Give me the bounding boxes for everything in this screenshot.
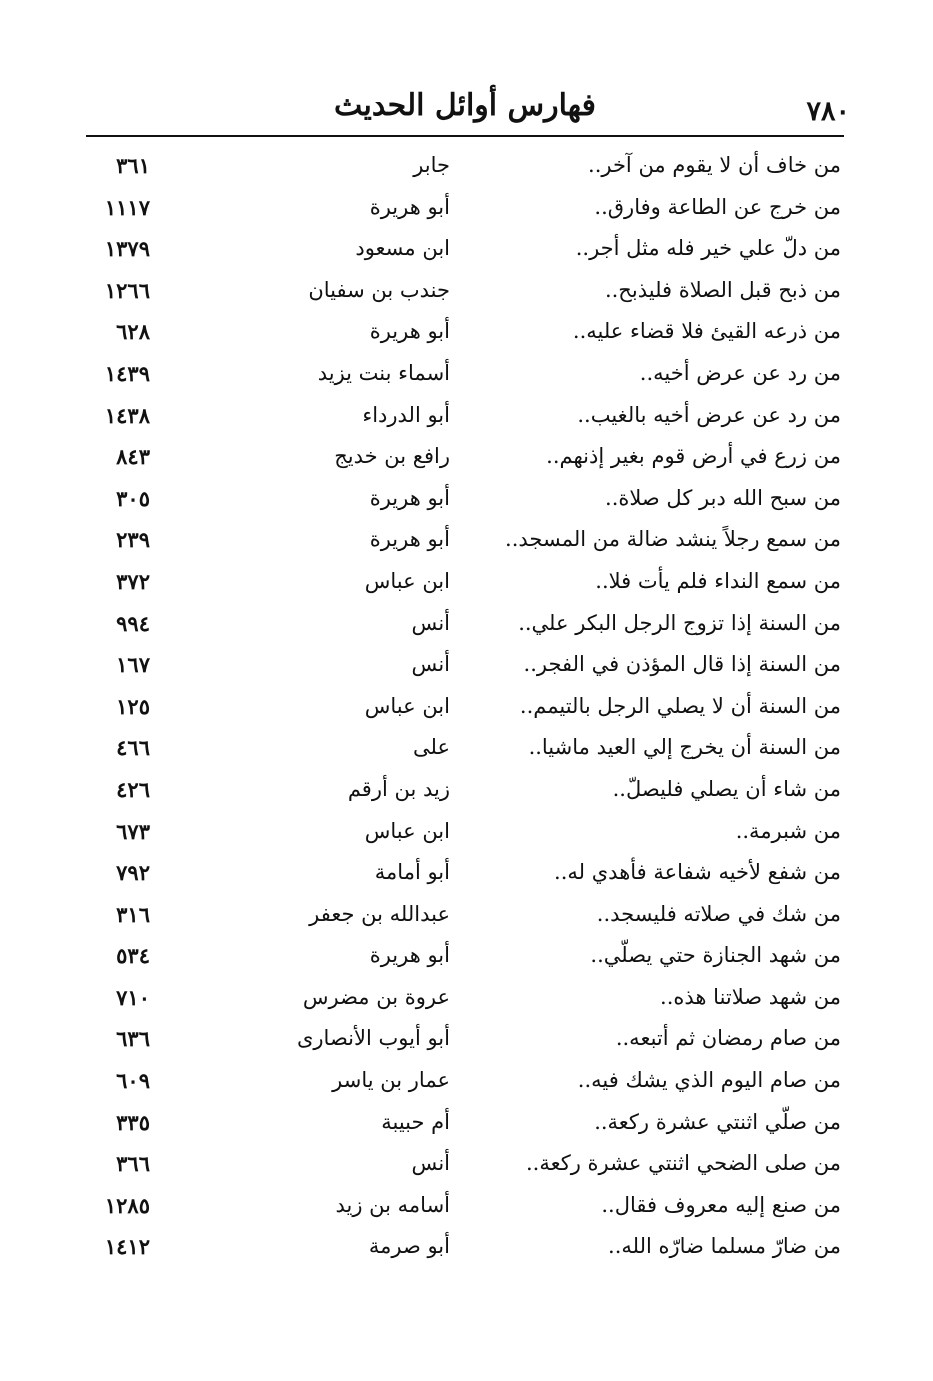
index-row — [0, 145, 933, 187]
hadith-opening: من شك في صلاته فليسجد.. — [596, 901, 841, 926]
narrator: أبو هريرة — [369, 527, 450, 552]
hadith-number: ٣٦٦ — [116, 1151, 150, 1177]
index-list — [0, 145, 933, 1268]
narrator: ابن عباس — [364, 568, 450, 593]
narrator: ابن عباس — [364, 693, 450, 718]
index-row — [0, 603, 933, 645]
hadith-number: ٣٧٢ — [116, 568, 150, 594]
page-number: ٧٨٠ — [806, 96, 850, 127]
narrator: رافع بن خديج — [334, 444, 450, 469]
hadith-number: ٥٣٤ — [116, 943, 150, 969]
page-title: فهارس أوائل الحديث — [334, 88, 596, 123]
index-row — [0, 395, 933, 437]
hadith-number: ١٢٦٦ — [104, 277, 150, 303]
index-row — [0, 977, 933, 1019]
narrator: زيد بن أرقم — [347, 776, 450, 801]
hadith-number: ٣٣٥ — [116, 1109, 150, 1135]
narrator: أنس — [411, 652, 450, 677]
narrator: عبدالله بن جعفر — [309, 901, 450, 926]
hadith-number: ١١١٧ — [104, 194, 150, 220]
hadith-number: ٣١٦ — [116, 901, 150, 927]
hadith-opening: من السنة أن لا يصلي الرجل بالتيمم.. — [519, 693, 841, 718]
narrator: أسماء بنت يزيد — [317, 360, 450, 385]
narrator: أبو أيوب الأنصارى — [296, 1026, 450, 1051]
hadith-opening: من سمع النداء فلم يأت فلا.. — [595, 568, 841, 593]
index-row — [0, 187, 933, 229]
narrator: أم حبيبة — [381, 1109, 450, 1134]
narrator: عروة بن مضرس — [302, 984, 450, 1009]
hadith-number: ١٣٧٩ — [104, 236, 150, 262]
index-row — [0, 811, 933, 853]
hadith-opening: من صنع إليه معروف فقال.. — [601, 1192, 841, 1217]
hadith-number: ٨٤٣ — [116, 444, 150, 470]
hadith-opening: من السنة إذا تزوج الرجل البكر علي.. — [518, 610, 841, 635]
hadith-opening: من رد عن عرض أخيه بالغيب.. — [577, 402, 841, 427]
hadith-opening: من السنة إذا قال المؤذن في الفجر.. — [523, 652, 841, 677]
index-row — [0, 686, 933, 728]
hadith-opening: من سمع رجلاً ينشد ضالة من المسجد.. — [505, 527, 841, 552]
index-row — [0, 436, 933, 478]
hadith-opening: من صلى الضحي اثنتي عشرة ركعة.. — [526, 1151, 841, 1176]
narrator: ابن مسعود — [355, 236, 450, 261]
narrator: على — [413, 735, 450, 760]
hadith-number: ٤٦٦ — [116, 735, 150, 761]
hadith-number: ٦٣٦ — [116, 1026, 150, 1052]
hadith-number: ٦٠٩ — [116, 1068, 150, 1094]
narrator: أبو هريرة — [369, 194, 450, 219]
narrator: أبو هريرة — [369, 319, 450, 344]
hadith-opening: من شاء أن يصلي فليصلّ.. — [612, 776, 841, 801]
index-row — [0, 270, 933, 312]
index-row — [0, 1102, 933, 1144]
hadith-number: ٦٢٨ — [116, 319, 150, 345]
narrator: أبو هريرة — [369, 943, 450, 968]
narrator: أبو صرمة — [368, 1234, 450, 1259]
narrator: ابن عباس — [364, 818, 450, 843]
narrator: أنس — [411, 1151, 450, 1176]
hadith-number: ٣٠٥ — [116, 485, 150, 511]
index-row — [0, 353, 933, 395]
index-row — [0, 561, 933, 603]
index-row — [0, 1185, 933, 1227]
index-row — [0, 228, 933, 270]
hadith-opening: من ذبح قبل الصلاة فليذبح.. — [604, 277, 841, 302]
hadith-opening: من شفع لأخيه شفاعة فأهدي له.. — [554, 860, 841, 885]
narrator: أبو هريرة — [369, 485, 450, 510]
index-row — [0, 1060, 933, 1102]
index-row — [0, 935, 933, 977]
narrator: جندب بن سفيان — [308, 277, 450, 302]
hadith-opening: من رد عن عرض أخيه.. — [639, 360, 841, 385]
hadith-number: ١٤١٢ — [104, 1234, 150, 1260]
hadith-number: ٣٦١ — [116, 153, 150, 178]
index-row — [0, 519, 933, 561]
hadith-opening: من شهد الجنازة حتي يصلّي.. — [590, 943, 841, 968]
hadith-number: ٧١٠ — [116, 984, 150, 1010]
hadith-opening: من صام اليوم الذي يشك فيه.. — [577, 1068, 841, 1093]
hadith-number: ١٤٣٩ — [104, 360, 150, 386]
hadith-number: ١٦٧ — [116, 652, 150, 678]
narrator: أبو أمامة — [374, 860, 450, 885]
hadith-opening: من السنة أن يخرج إلي العيد ماشيا.. — [528, 735, 841, 760]
hadith-opening: من شهد صلاتنا هذه.. — [660, 984, 841, 1009]
hadith-number: ٤٢٦ — [116, 776, 150, 802]
hadith-opening: من صلّي اثنتي عشرة ركعة.. — [594, 1109, 841, 1134]
hadith-number: ١٤٣٨ — [104, 402, 150, 428]
index-row — [0, 1143, 933, 1185]
hadith-opening: من ضارّ مسلما ضارّه الله.. — [608, 1234, 841, 1259]
hadith-number: ٢٣٩ — [116, 527, 150, 553]
hadith-opening: من صام رمضان ثم أتبعه.. — [615, 1026, 841, 1051]
index-row — [0, 478, 933, 520]
index-row — [0, 727, 933, 769]
index-row — [0, 852, 933, 894]
narrator: أبو الدرداء — [362, 402, 450, 427]
index-row — [0, 644, 933, 686]
narrator: أنس — [411, 610, 450, 635]
hadith-number: ١٢٨٥ — [104, 1192, 150, 1218]
hadith-opening: من خاف أن لا يقوم من آخر.. — [588, 153, 841, 177]
index-row — [0, 769, 933, 811]
hadith-opening: من خرج عن الطاعة وفارق.. — [594, 194, 841, 219]
hadith-opening: من سبح الله دبر كل صلاة.. — [605, 485, 841, 510]
header-rule — [86, 135, 844, 137]
hadith-number: ٩٩٤ — [116, 610, 150, 636]
hadith-number: ٧٩٢ — [116, 860, 150, 886]
index-row — [0, 894, 933, 936]
narrator: عمار بن ياسر — [332, 1068, 450, 1093]
narrator: أسامه بن زيد — [335, 1192, 450, 1217]
hadith-number: ٦٧٣ — [116, 818, 150, 844]
index-row — [0, 1226, 933, 1268]
index-row — [0, 311, 933, 353]
index-row — [0, 1018, 933, 1060]
narrator: جابر — [413, 153, 450, 177]
hadith-opening: من زرع في أرض قوم بغير إذنهم.. — [546, 444, 841, 469]
hadith-opening: من دلّ علي خير فله مثل أجر.. — [575, 236, 841, 261]
hadith-number: ١٢٥ — [116, 693, 150, 719]
hadith-opening: من ذرعه القيئ فلا قضاء عليه.. — [572, 319, 841, 344]
hadith-opening: من شبرمة.. — [735, 818, 841, 843]
